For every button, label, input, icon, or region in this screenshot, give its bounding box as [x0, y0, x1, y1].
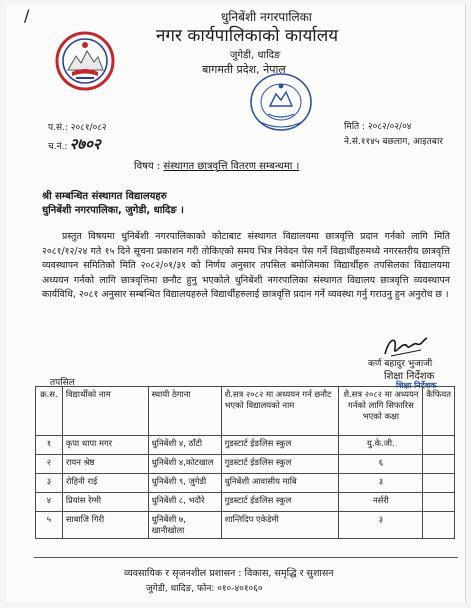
scholarship-table [35, 386, 455, 539]
header-student-name: विद्यार्थीको नाम [62, 387, 148, 436]
cell-student-name: रोहिनी राई [62, 474, 148, 493]
table-row [36, 512, 455, 539]
cell-school: गुडस्टार्ट ईङलिस स्कुल [221, 493, 339, 512]
corner-mark: / [24, 6, 30, 25]
cell-serial: २ [36, 455, 63, 474]
dispatch-label: च.नं.: [48, 142, 68, 152]
cell-remarks [423, 436, 455, 455]
table-header-row [36, 387, 455, 436]
header-address: स्थायी ठेगाना [148, 387, 221, 436]
reference-number: प.सं.: २०८१/०८२ [48, 123, 107, 133]
dispatch-number [48, 134, 101, 154]
cell-class: यु.के.जी. [339, 436, 423, 455]
subject-line [134, 158, 299, 172]
cell-remarks [423, 512, 455, 539]
cell-remarks [423, 455, 455, 474]
header-remarks: कैफियत [423, 387, 455, 436]
cell-serial: ३ [36, 474, 63, 493]
cell-serial: ५ [36, 512, 63, 539]
letter-body: प्रस्तुत विषयमा धुनिबेंशी नगरपालिकाको कोटाबाट संस्थागत विद्यालयमा छात्रवृत्ति प्रदान गर्नको लागि मिति २०८१/१२/२४ गते १५ दिने सूचना प्रकाशन गरी तोकिएको समय भित्र निवेदन पेस गर्ने विद्यार्थीहरुमध्ये नगरस्तरीय छात्रवृत्ति व्यवस्थापन समितिको मिति २०८२/०१/३१ को निर्णय अनुसार तपसिल बमोजिमका विद्यार्थीहरु तपसिलका विद्यालयमा अध्ययन गर्नको लागि छात्रवृत्तिमा छनौट हुनु भएकोले धुनिबेंशी नगरपालिका संस्थागत विद्यालय छात्रवृत्ति व्यवस्थापन कार्यविधि, २०८१ अनुसार सम्बन्धित विद्यालयहरुले विद्यार्थीहरुलाई छात्रवृत्ति प्रदान गर्ने व्यवस्था गर्नु गराउनु हुन अनुरोध छ । [42, 231, 450, 300]
cell-serial: १ [36, 436, 63, 455]
cell-school: गुडस्टार्ट ईङलिस स्कुल [221, 436, 339, 455]
header-serial: क्र.स. [36, 387, 63, 436]
cell-student-name: कृपा थापा मगर [62, 436, 148, 455]
cell-address: धुनिबेंशी ४, ठाँटी [148, 436, 221, 455]
letter-date: मिति : २०८२/०२/०४ [344, 122, 412, 132]
cell-address: धुनिबेंशी ९, जुगेडी [148, 474, 221, 493]
cell-class: ६ [339, 455, 423, 474]
header-class: शै.सत्र २०८२ मा अध्ययन गर्नको लागि सिफारिस भएको कक्षा [339, 387, 423, 436]
nepal-emblem-icon [54, 30, 116, 92]
cell-address: धुनिबेंशी ४,कोटखाल [148, 455, 221, 474]
cell-school: शान्तिदिप एकेडेमी [221, 512, 339, 539]
footer-contact: जुगेडी, धादिङ, फोन: ०१०-४०१०६० [146, 584, 263, 594]
cell-address: धुनिबेंशी ७, खानीखोला [148, 512, 221, 539]
cell-class: नर्सरी [339, 493, 423, 512]
cell-address: धुनिबेंशी ८, भदौरे [148, 493, 221, 512]
table-row [36, 436, 455, 455]
recipient-line-1: श्री सम्बन्धित संस्थागत विद्यालयहरु [42, 191, 167, 202]
letter-page [6, 4, 466, 602]
signatory-title: शिक्षा निर्देशक [384, 371, 435, 382]
nepal-sambat-date: ने.सं.११४५ बछलाग, आइतबार [344, 137, 443, 147]
recipient-line-2: धुनिबेंशी नगरपालिका, जुगेडी, धादिङ । [42, 205, 184, 216]
subject-text: संस्थागत छात्रवृत्ति वितरण सम्बन्धमा । [163, 161, 300, 172]
office-province: बागमती प्रदेश, नेपाल [202, 63, 286, 76]
office-name: नगर कार्यपालिकाको कार्यालय [156, 26, 339, 46]
cell-school: गुडस्टार्ट ईङलिस स्कुल [221, 455, 339, 474]
footer-slogan: व्यवसायिक र सृजनशील प्रशासन : विकास, समृद्धि र सुशासन [124, 568, 334, 579]
cell-serial: ४ [36, 493, 63, 512]
cell-class: ३ [339, 474, 423, 493]
signatory-stamp: शिक्षा निर्देशक [396, 381, 437, 390]
cell-school: धुनिबेंशी आवासीय माबि [221, 474, 339, 493]
office-address: जुगेडी, धादिङ [230, 50, 281, 61]
cell-remarks [423, 493, 455, 512]
footer-divider [34, 557, 458, 558]
table-row [36, 474, 455, 493]
dispatch-value: २७०२ [69, 135, 101, 153]
cell-remarks [423, 474, 455, 493]
header-school: शै.सत्र २०८२ मा अध्ययन गर्न छनौट भएको विद्यालयको नाम [221, 387, 339, 436]
table-row [36, 493, 455, 512]
annex-label: तपसिल [50, 378, 75, 388]
municipality-name: धुनिबेंशी नगरपालिका [221, 10, 312, 24]
cell-student-name: रायन श्रेष्ठ [62, 455, 148, 474]
table-row [36, 455, 455, 474]
cell-class: ३ [339, 512, 423, 539]
office-seal-icon [246, 68, 316, 136]
signatory-name: कर्ण बहादुर भुजाजी [368, 359, 433, 369]
subject-label: विषय : [134, 161, 161, 172]
cell-student-name: प्रियांस रेग्मी [62, 493, 148, 512]
cell-student-name: साबाजि गिरी [62, 512, 148, 539]
